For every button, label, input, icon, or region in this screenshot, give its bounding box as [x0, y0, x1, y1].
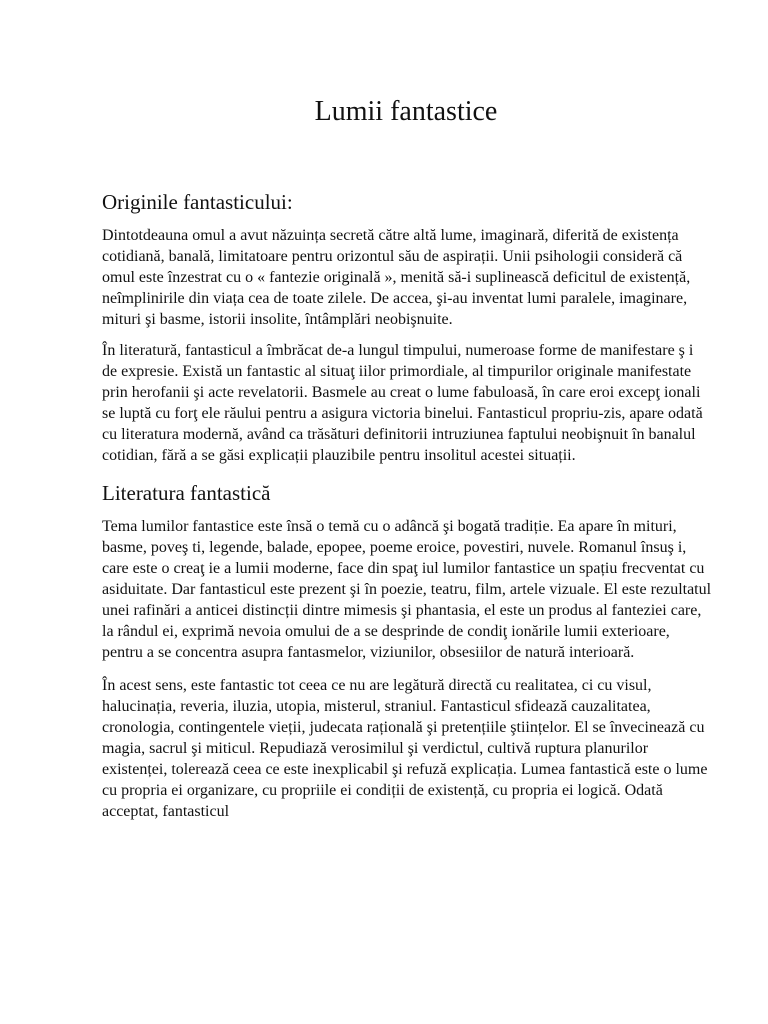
- paragraph: Tema lumilor fantastice este însă o temă cu o adâncă şi bogată tradiție. Ea apare în mituri, basme, poveş ti, legende, balade, epopee, poeme eroice, povestiri, nuvele. Romanul însuş i, care este o creaţ ie a lumii moderne, face din spaţ iul lumilor fantastice un spațiu frecventat cu asiduitate. Dar fantasticul este prezent şi în poezie, teatru, film, artele vizuale. El este rezultatul unei rafinări a anticei distincții dintre mimesis şi phantasia, el este un produs al fanteziei care, la rândul ei, exprimă nevoia omului de a se desprinde de condiţ ionările lumii exterioare, pentru a se concentra asupra fantasmelor, viziunilor, obsesiilor de natură interioară.: [102, 518, 712, 661]
- paragraph: În acest sens, este fantastic tot ceea ce nu are legătură directă cu realitatea, ci cu visul, halucinația, reveria, iluzia, utopia, misterul, straniul. Fantasticul sfidează cauzalitatea, cronologia, contingentele vieții, judecata rațională şi pretențiile ştiințelor. El se învecinează cu magia, sacrul şi miticul. Repudiază verosimilul şi verdictul, cultivă ruptura planurilor existenței, tolerează ceea ce este inexplicabil şi refuză explicația. Lumea fantastică este o lume cu propria ei organizare, cu propriile ei condiții de existență, cu propria ei logică. Odată acceptat, fantasticul: [102, 677, 708, 820]
- section-heading: Originile fantasticului:: [102, 190, 293, 214]
- document-body: [102, 187, 712, 832]
- document-title: Lumii fantastice: [314, 96, 498, 127]
- paragraph: Dintotdeauna omul a avut năzuința secretă către altă lume, imaginară, diferită de existența cotidiană, banală, limitatoare pentru orizontul său de aspirații. Unii psihologii consideră că omul este înzestrat cu o « fantezie originală », menită să-i suplinească deficitul de existență, neîmplinirile din viața cea de toate zilele. De accea, şi-au inventat lumi paralele, imaginare, mituri şi basme, istorii insolite, întâmplări neobişnuite.: [102, 227, 691, 328]
- paragraph: În literatură, fantasticul a îmbrăcat de-a lungul timpului, numeroase forme de manifestare ş i de expresie. Există un fantastic al situaţ iilor primordiale, al timpurilor originale manifestate prin herofanii şi acte revelatorii. Basmele au creat o lume fabuloasă, în care eroi excepţ ionali se luptă cu forţ ele răului pentru a asigura victoria binelui. Fantasticul propriu-zis, apare odată cu literatura modernă, având ca trăsături definitorii intruziunea faptului neobişnuit în banalul cotidian, fără a se găsi explicații plauzibile pentru insolitul acestei situații.: [102, 342, 703, 464]
- section-origins: [102, 187, 712, 466]
- section-fantastic-literature: [102, 478, 712, 822]
- section-heading: Literatura fantastică: [102, 481, 271, 505]
